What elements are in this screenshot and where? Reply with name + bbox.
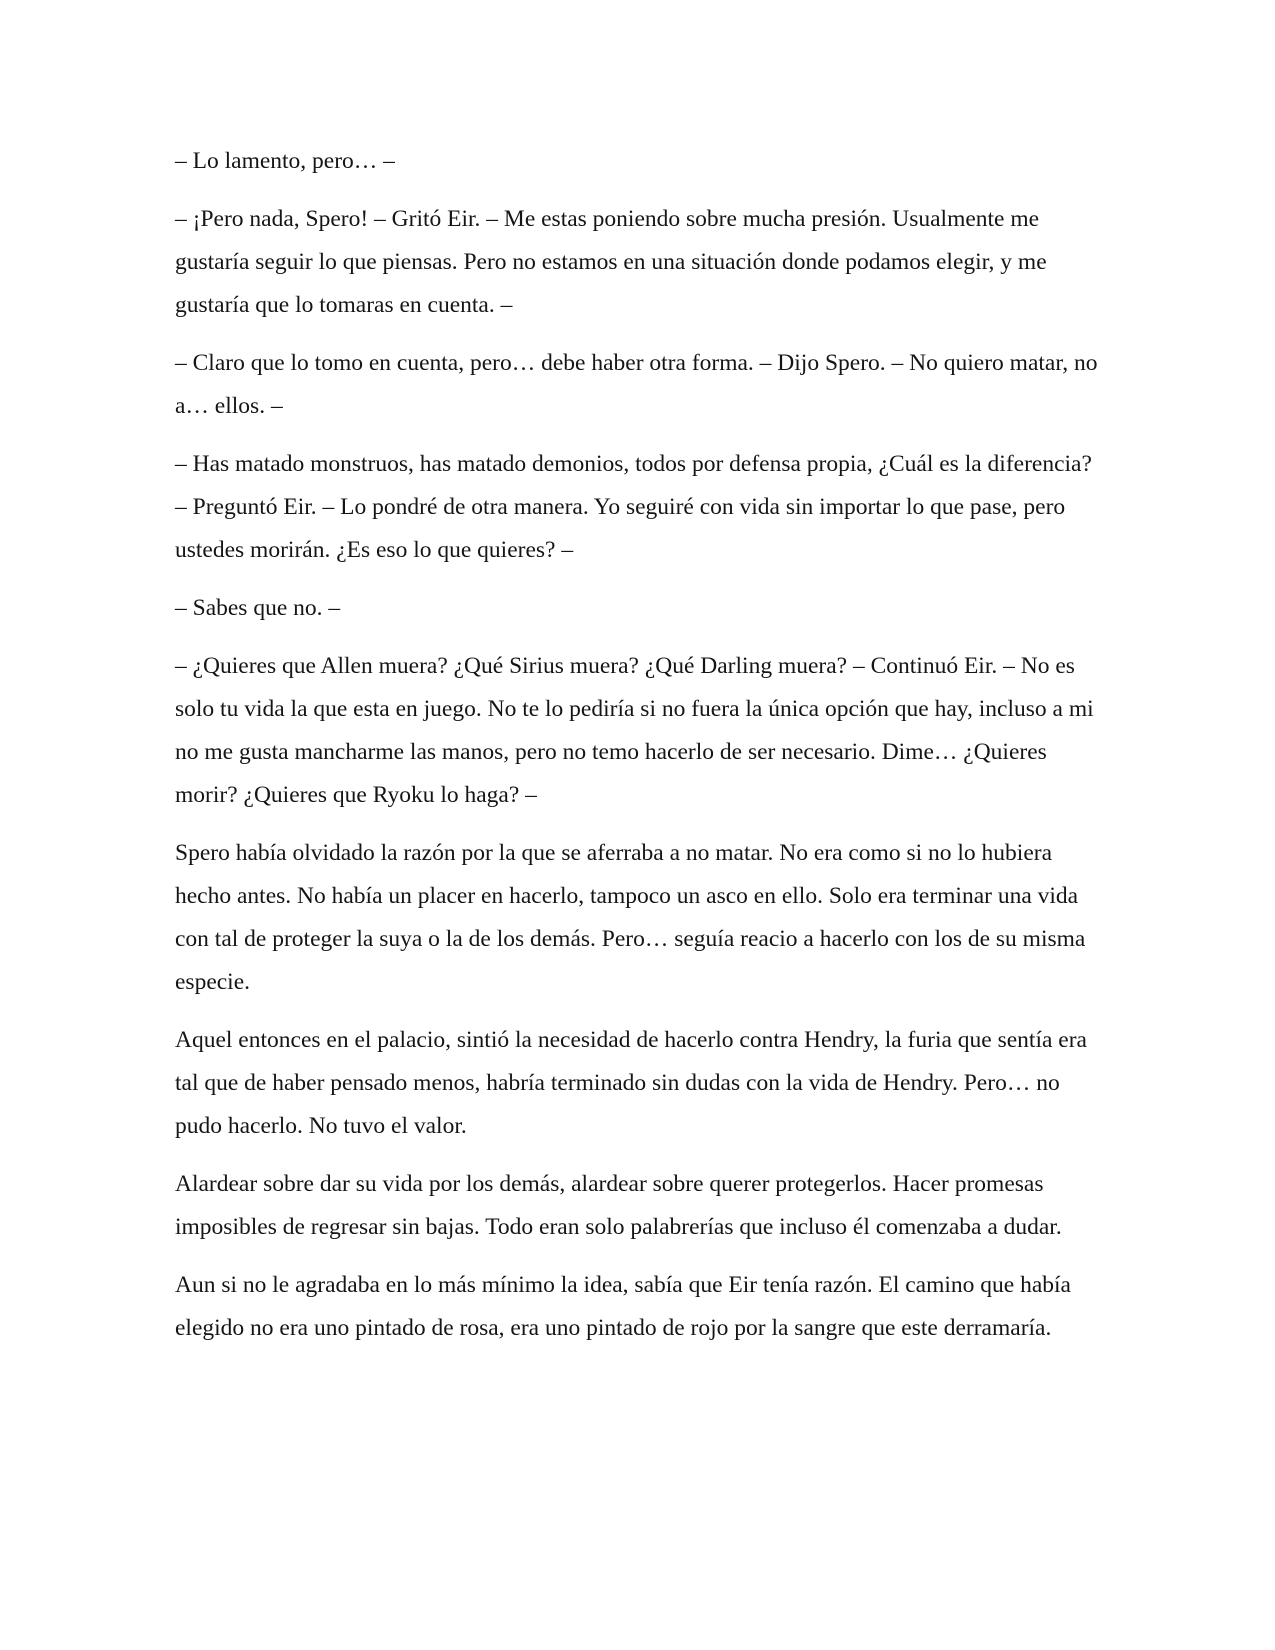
paragraph: – ¡Pero nada, Spero! – Gritó Eir. – Me estas poniendo sobre mucha presión. Usualmente me gustaría seguir lo que piensas. Pero no estamos en una situación donde podamos elegir, y me gustaría que lo tomaras en cuenta. –	[175, 206, 1047, 318]
paragraph: – Sabes que no. –	[175, 595, 341, 621]
paragraph: Spero había olvidado la razón por la que se aferraba a no matar. No era como si no lo hubiera hecho antes. No había un placer en hacerlo, tampoco un asco en ello. Solo era terminar una vida con tal de proteger la suya o la de los demás. Pero… seguía reacio a hacerlo con los de su misma especie.	[175, 840, 1086, 995]
paragraph: – Lo lamento, pero… –	[175, 148, 395, 174]
paragraph: Aun si no le agradaba en lo más mínimo la idea, sabía que Eir tenía razón. El camino que había elegido no era uno pintado de rosa, era uno pintado de rojo por la sangre que este derramaría.	[175, 1272, 1071, 1341]
paragraph: Alardear sobre dar su vida por los demás, alardear sobre querer protegerlos. Hacer promesas imposibles de regresar sin bajas. Todo eran solo palabrerías que incluso él comenzaba a dudar.	[175, 1171, 1062, 1240]
paragraph: – ¿Quieres que Allen muera? ¿Qué Sirius muera? ¿Qué Darling muera? – Continuó Eir. – No es solo tu vida la que esta en juego. No te lo pediría si no fuera la única opción que hay, incluso a mi no me gusta mancharme las manos, pero no temo hacerlo de ser necesario. Dime… ¿Quieres morir? ¿Quieres que Ryoku lo haga? –	[175, 653, 1094, 808]
paragraph: – Claro que lo tomo en cuenta, pero… debe haber otra forma. – Dijo Spero. – No quiero matar, no a… ellos. –	[175, 350, 1098, 419]
document-body	[175, 140, 1105, 1350]
paragraph: Aquel entonces en el palacio, sintió la necesidad de hacerlo contra Hendry, la furia que sentía era tal que de haber pensado menos, habría terminado sin dudas con la vida de Hendry. Pero… no pudo hacerlo. No tuvo el valor.	[175, 1027, 1087, 1139]
paragraph: – Has matado monstruos, has matado demonios, todos por defensa propia, ¿Cuál es la diferencia? – Preguntó Eir. – Lo pondré de otra manera. Yo seguiré con vida sin importar lo que pase, pero ustedes morirán. ¿Es eso lo que quieres? –	[175, 451, 1092, 563]
